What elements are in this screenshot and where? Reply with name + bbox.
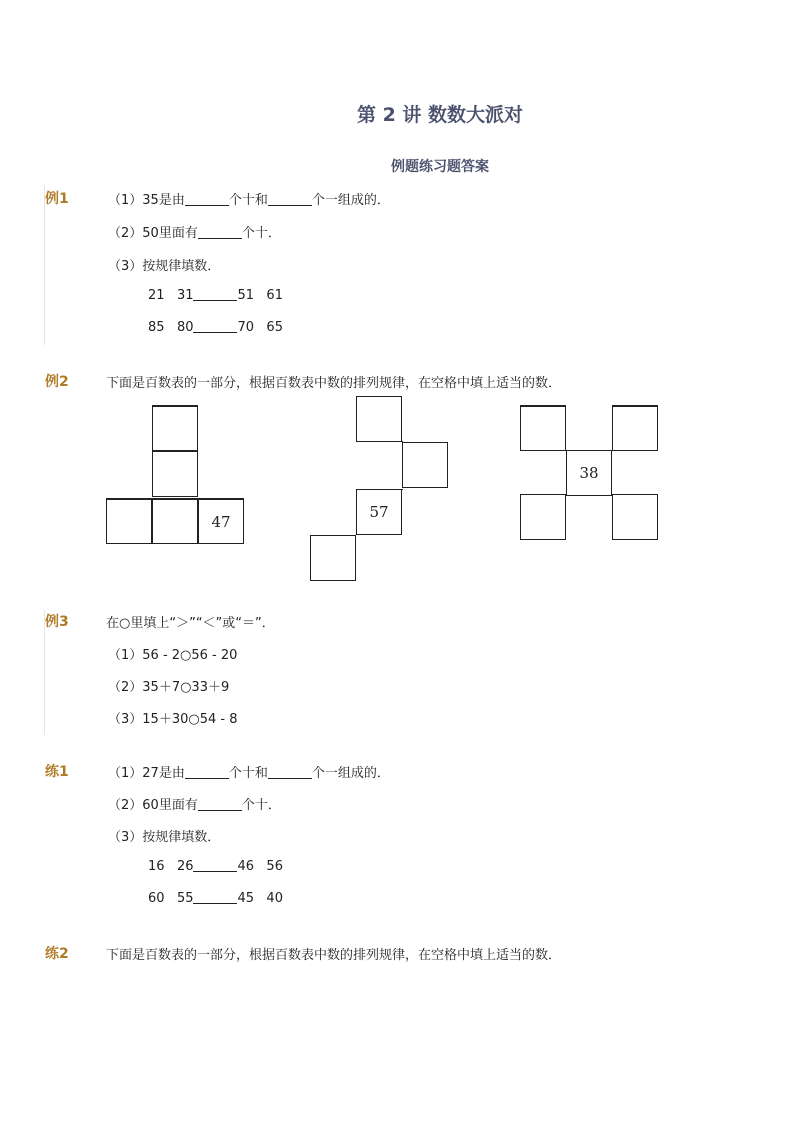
grid-line <box>402 489 403 490</box>
grid-cell-value: 47 <box>198 498 244 544</box>
grid-cell <box>520 494 566 540</box>
example-3-question-2: （2）35＋7○33＋9 <box>108 680 230 695</box>
example-1-tag: 例1 <box>45 191 69 207</box>
grid-cell <box>612 494 658 540</box>
practice-1-question-1: （1）27是由 个十和 个一组成的． <box>108 766 390 781</box>
example-1-sequence-2: 85 80 70 65 <box>148 320 283 335</box>
example-1-question-2: （2）50里面有 个十． <box>108 226 281 241</box>
margin-line <box>44 185 45 345</box>
grid-cell <box>356 396 402 442</box>
practice-1-sequence-2: 60 55 45 40 <box>148 891 283 906</box>
grid-cell <box>106 498 152 544</box>
page-title: 第 2 讲 数数大派对 <box>356 104 524 126</box>
example-2-instruction: 下面是百数表的一部分，根据百数表中数的排列规律，在空格中填上适当的数． <box>106 376 562 391</box>
example-3-question-3: （3）15＋30○54 - 8 <box>108 712 238 727</box>
example-3-question-1: （1）56 - 2○56 - 20 <box>108 648 238 663</box>
grid-cell-value: 38 <box>566 450 612 496</box>
grid-cell <box>152 498 198 544</box>
practice-1-question-2: （2）60里面有 个十． <box>108 798 281 813</box>
grid-cell <box>402 396 403 442</box>
page-subtitle: 例题练习题答案 <box>391 159 489 175</box>
grid-cell <box>520 405 566 451</box>
practice-1-sequence-1: 16 26 46 56 <box>148 859 283 874</box>
grid-cell <box>152 451 198 497</box>
practice-1-question-3: （3）按规律填数． <box>108 830 221 845</box>
grid-cell <box>402 442 448 488</box>
example-1-sequence-1: 21 31 51 61 <box>148 288 283 303</box>
grid-cell <box>152 405 198 451</box>
example-2-tag: 例2 <box>45 374 69 390</box>
grid-cell <box>310 535 356 581</box>
grid-cell-value: 57 <box>356 489 402 535</box>
example-1-question-1: （1）35是由 个十和 个一组成的． <box>108 193 390 208</box>
practice-2-instruction: 下面是百数表的一部分，根据百数表中数的排列规律，在空格中填上适当的数． <box>106 948 562 963</box>
example-3-tag: 例3 <box>45 614 69 630</box>
grid-cell <box>612 405 658 451</box>
practice-2-tag: 练2 <box>45 946 69 962</box>
example-1-question-3: （3）按规律填数． <box>108 259 221 274</box>
practice-1-tag: 练1 <box>45 764 69 780</box>
example-3-instruction: 在○里填上“＞”“＜”或“＝”． <box>106 616 275 631</box>
